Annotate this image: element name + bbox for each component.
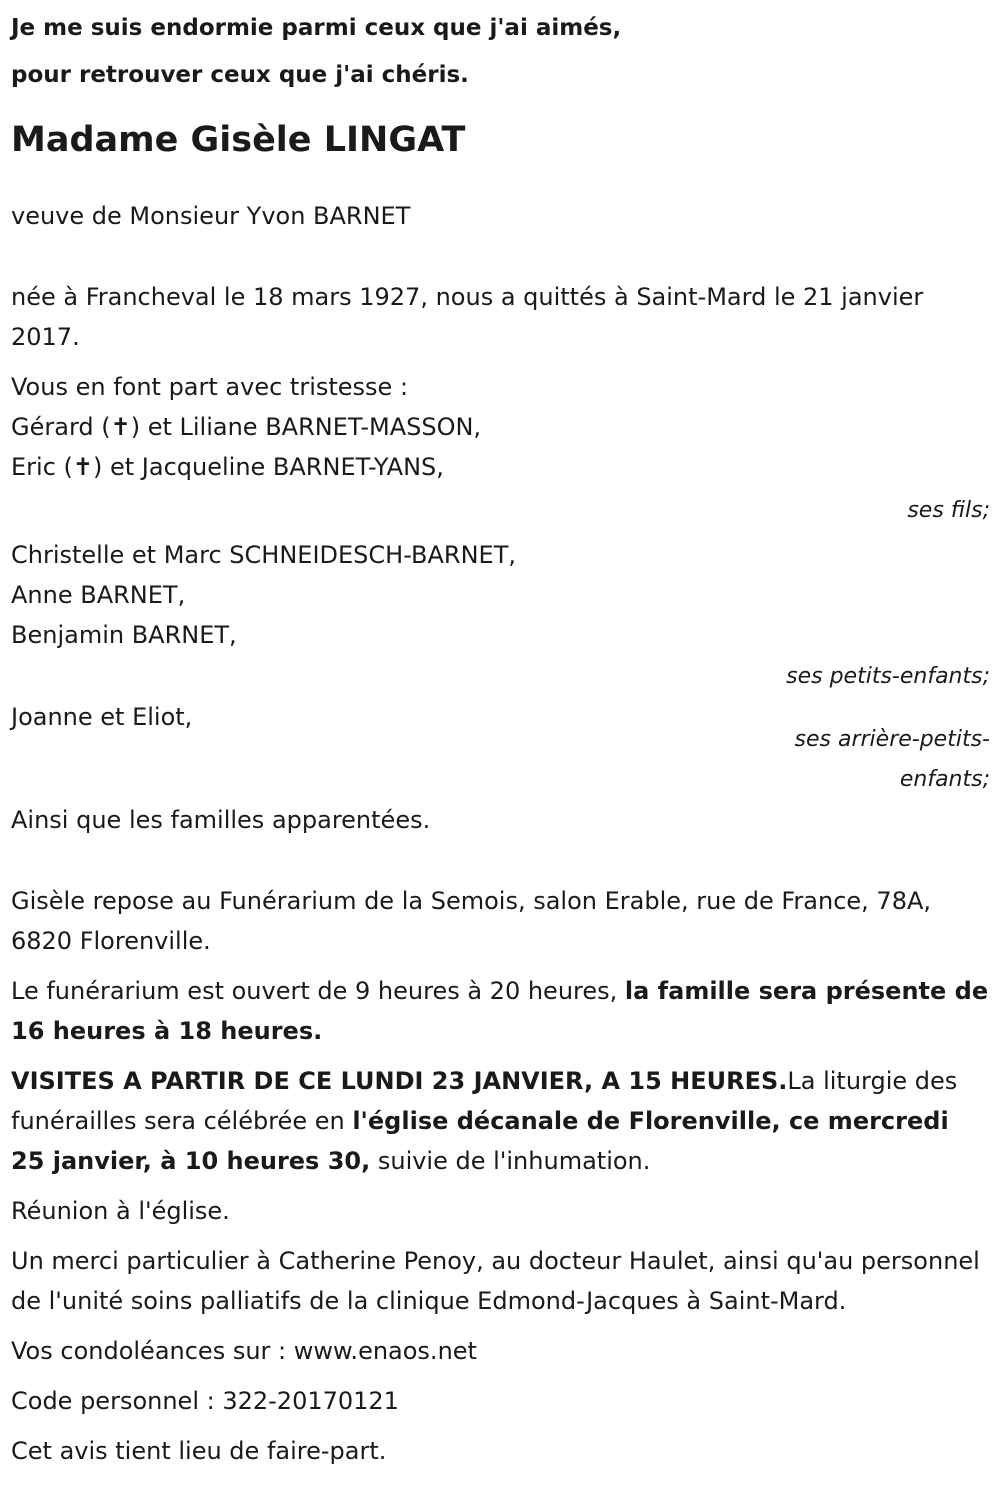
deceased-name: Madame Gisèle LINGAT [11, 120, 466, 160]
announce-line: Vous en font part avec tristesse : [11, 373, 409, 401]
sons-group [11, 407, 990, 535]
funeral-visits: VISITES A PARTIR DE CE LUNDI 23 JANVIER, A 15 HEURES. [11, 1067, 788, 1095]
sons-role: ses fils; [907, 498, 990, 523]
grandchildren-line-3: Benjamin BARNET, [11, 621, 237, 649]
birth-death-line: née à Francheval le 18 mars 1927, nous a quittés à Saint-Mard le 21 janvier 2017. [11, 283, 924, 351]
rests-paragraph: Gisèle repose au Funérarium de la Semois, salon Erable, rue de France, 78A, 6820 Florenville. [11, 887, 932, 955]
quote-line-1: Je me suis endormie parmi ceux que j'ai aimés, [11, 15, 622, 41]
thanks-paragraph: Un merci particulier à Catherine Penoy, au docteur Haulet, ainsi qu'au personnel de l'unité soins palliatifs de la clinique Edmond-Jacques à Saint-Mard. [11, 1247, 980, 1315]
sons-line-1: Gérard (✝) et Liliane BARNET-MASSON, [11, 413, 482, 441]
great-grandchildren-line-1: Joanne et Eliot, [11, 703, 193, 731]
grandchildren-group [11, 535, 990, 699]
personal-code-line: Code personnel : 322-20170121 [11, 1387, 399, 1415]
quote-line-2: pour retrouver ceux que j'ai chéris. [11, 62, 469, 88]
meeting-line: Réunion à l'église. [11, 1197, 230, 1225]
funeral-burial: suivie de l'inhumation. [370, 1147, 651, 1175]
hours-paragraph [11, 971, 990, 1051]
hours-bold: la famille sera présente de 16 heures à 18 heures. [11, 977, 989, 1045]
families-line: Ainsi que les familles apparentées. [11, 806, 431, 834]
condolences-line: Vos condoléances sur : www.enaos.net [11, 1337, 477, 1365]
great-grandchildren-role-2: enfants; [899, 767, 990, 792]
sons-line-2: Eric (✝) et Jacqueline BARNET-YANS, [11, 453, 444, 481]
closing-line: Cet avis tient lieu de faire-part. [11, 1437, 387, 1465]
funeral-liturgy: La liturgie des funérailles sera célébrée en [11, 1067, 958, 1135]
great-grandchildren-role-1: ses arrière-petits- [794, 727, 990, 752]
hours-normal: Le funérarium est ouvert de 9 heures à 20 heures, [11, 977, 625, 1005]
funeral-church: l'église décanale de Florenville, ce mercredi 25 janvier, à 10 heures 30, [11, 1107, 949, 1175]
grandchildren-line-2: Anne BARNET, [11, 581, 186, 609]
grandchildren-line-1: Christelle et Marc SCHNEIDESCH-BARNET, [11, 541, 516, 569]
funeral-paragraph [11, 1061, 990, 1181]
great-grandchildren-group [11, 697, 990, 800]
grandchildren-role: ses petits-enfants; [786, 664, 990, 689]
widow-line: veuve de Monsieur Yvon BARNET [11, 202, 411, 230]
